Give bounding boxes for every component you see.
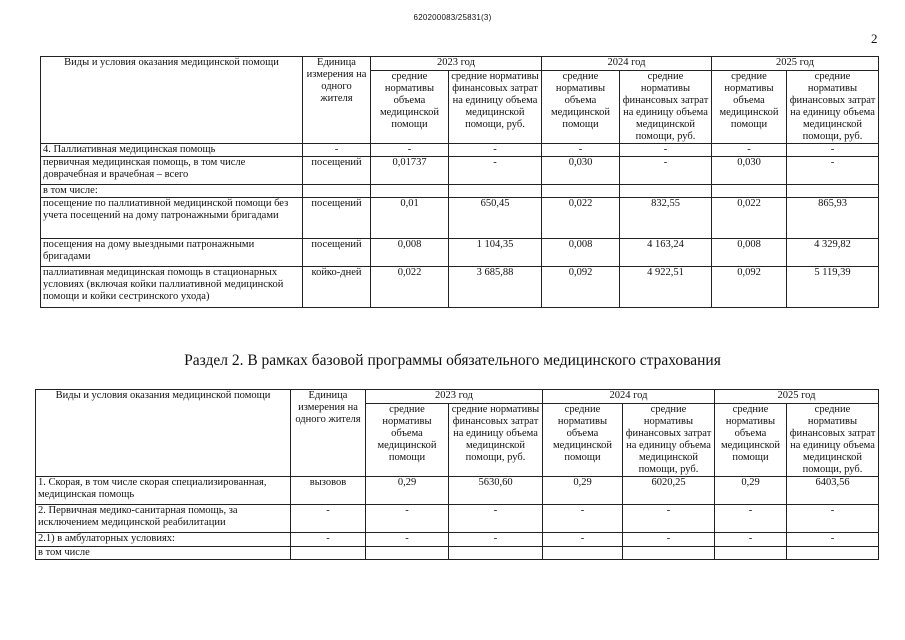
- row-unit: -: [303, 144, 371, 157]
- row-cost-2023: [449, 547, 543, 560]
- row-cost-2025: [787, 547, 879, 560]
- row-cost-2024: 4 922,51: [620, 267, 712, 308]
- row-cost-2023: 5630,60: [449, 477, 543, 505]
- row-volume-2023: [366, 547, 449, 560]
- row-name: паллиативная медицинская помощь в стационарных условиях (включая койки паллиативной медицинской помощи и койки сестринского ухода): [41, 267, 303, 308]
- header-kind: Виды и условия оказания медицинской помощи: [41, 57, 303, 144]
- row-volume-2024: 0,29: [543, 477, 623, 505]
- row-cost-2025: -: [787, 505, 879, 533]
- row-cost-2024: 6020,25: [623, 477, 715, 505]
- row-volume-2023: [371, 185, 449, 198]
- row-unit: [291, 547, 366, 560]
- subheader-volume-2025: средние нормативы объема медицинской помощи: [712, 71, 787, 144]
- row-cost-2023: -: [449, 505, 543, 533]
- row-volume-2024: 0,030: [542, 157, 620, 185]
- table-header-row: [41, 57, 879, 71]
- row-volume-2025: [712, 185, 787, 198]
- row-cost-2024: -: [620, 144, 712, 157]
- row-cost-2024: 4 163,24: [620, 239, 712, 267]
- table-row: [36, 533, 879, 547]
- row-volume-2024: [542, 185, 620, 198]
- header-year-2023: 2023 год: [366, 390, 543, 404]
- row-volume-2025: -: [715, 533, 787, 547]
- row-unit: -: [291, 533, 366, 547]
- row-volume-2025: -: [712, 144, 787, 157]
- row-cost-2025: -: [787, 533, 879, 547]
- row-cost-2023: 3 685,88: [449, 267, 542, 308]
- row-unit: [303, 185, 371, 198]
- row-volume-2025: -: [715, 505, 787, 533]
- subheader-cost-2025: средние нормативы финансовых затрат на единицу объема медицинской помощи, руб.: [787, 404, 879, 477]
- row-unit: посещений: [303, 198, 371, 239]
- subheader-cost-2024: средние нормативы финансовых затрат на единицу объема медицинской помощи, руб.: [620, 71, 712, 144]
- table-row: [36, 505, 879, 533]
- row-name: в том числе: [36, 547, 291, 560]
- row-cost-2024: 832,55: [620, 198, 712, 239]
- page-number: 2: [871, 31, 878, 46]
- row-name: первичная медицинская помощь, в том числе доврачебная и врачебная – всего: [41, 157, 303, 185]
- row-cost-2025: 6403,56: [787, 477, 879, 505]
- row-cost-2025: 4 329,82: [787, 239, 879, 267]
- header-kind: Виды и условия оказания медицинской помощи: [36, 390, 291, 477]
- row-cost-2023: -: [449, 533, 543, 547]
- header-year-2025: 2025 год: [715, 390, 879, 404]
- header-unit: Единица измерения на одного жителя: [303, 57, 371, 144]
- header-year-2024: 2024 год: [542, 57, 712, 71]
- row-volume-2025: 0,29: [715, 477, 787, 505]
- row-volume-2025: [715, 547, 787, 560]
- row-volume-2023: 0,29: [366, 477, 449, 505]
- row-volume-2023: -: [366, 505, 449, 533]
- subheader-cost-2023: средние нормативы финансовых затрат на единицу объема медицинской помощи, руб.: [449, 404, 543, 477]
- row-name: 2.1) в амбулаторных условиях:: [36, 533, 291, 547]
- oms-base-program-table: [35, 389, 879, 560]
- table-row: [41, 157, 879, 185]
- subheader-volume-2023: средние нормативы объема медицинской помощи: [371, 71, 449, 144]
- row-volume-2024: -: [542, 144, 620, 157]
- row-volume-2024: [543, 547, 623, 560]
- row-cost-2025: -: [787, 144, 879, 157]
- row-name: посещение по паллиативной медицинской помощи без учета посещений на дому патронажными бригадами: [41, 198, 303, 239]
- table-row: [41, 267, 879, 308]
- row-cost-2024: -: [623, 505, 715, 533]
- subheader-cost-2023: средние нормативы финансовых затрат на единицу объема медицинской помощи, руб.: [449, 71, 542, 144]
- table-row: [41, 144, 879, 157]
- subheader-volume-2024: средние нормативы объема медицинской помощи: [542, 71, 620, 144]
- row-volume-2023: 0,01737: [371, 157, 449, 185]
- row-cost-2023: [449, 185, 542, 198]
- table-row: [36, 477, 879, 505]
- row-unit: посещений: [303, 239, 371, 267]
- row-volume-2024: -: [543, 533, 623, 547]
- row-cost-2024: [623, 547, 715, 560]
- row-cost-2023: -: [449, 157, 542, 185]
- row-cost-2024: [620, 185, 712, 198]
- row-name: 4. Паллиативная медицинская помощь: [41, 144, 303, 157]
- row-volume-2024: 0,022: [542, 198, 620, 239]
- row-name: в том числе:: [41, 185, 303, 198]
- row-cost-2025: -: [787, 157, 879, 185]
- section-title: Раздел 2. В рамках базовой программы обязательного медицинского страхования: [184, 352, 721, 369]
- row-cost-2023: -: [449, 144, 542, 157]
- row-volume-2023: 0,008: [371, 239, 449, 267]
- subheader-volume-2025: средние нормативы объема медицинской помощи: [715, 404, 787, 477]
- row-name: 2. Первичная медико-санитарная помощь, за исключением медицинской реабилитации: [36, 505, 291, 533]
- row-name: 1. Скорая, в том числе скорая специализированная, медицинская помощь: [36, 477, 291, 505]
- row-volume-2023: -: [366, 533, 449, 547]
- row-cost-2024: -: [623, 533, 715, 547]
- row-unit: посещений: [303, 157, 371, 185]
- row-cost-2025: 865,93: [787, 198, 879, 239]
- row-cost-2024: -: [620, 157, 712, 185]
- row-volume-2025: 0,092: [712, 267, 787, 308]
- row-cost-2025: 5 119,39: [787, 267, 879, 308]
- row-name: посещения на дому выездными патронажными бригадами: [41, 239, 303, 267]
- header-year-2024: 2024 год: [543, 390, 715, 404]
- row-unit: койко-дней: [303, 267, 371, 308]
- header-unit: Единица измерения на одного жителя: [291, 390, 366, 477]
- row-volume-2025: 0,008: [712, 239, 787, 267]
- row-volume-2024: 0,092: [542, 267, 620, 308]
- subheader-cost-2024: средние нормативы финансовых затрат на единицу объема медицинской помощи, руб.: [623, 404, 715, 477]
- row-unit: вызовов: [291, 477, 366, 505]
- header-year-2025: 2025 год: [712, 57, 879, 71]
- row-volume-2023: -: [371, 144, 449, 157]
- table-header-row: [36, 390, 879, 404]
- row-volume-2023: 0,022: [371, 267, 449, 308]
- table-row: [41, 239, 879, 267]
- document-id: 620200083/25831(3): [413, 13, 492, 22]
- table-row: [36, 547, 879, 560]
- header-year-2023: 2023 год: [371, 57, 542, 71]
- subheader-volume-2024: средние нормативы объема медицинской помощи: [543, 404, 623, 477]
- table-row: [41, 198, 879, 239]
- row-volume-2023: 0,01: [371, 198, 449, 239]
- table-row: [41, 185, 879, 198]
- row-cost-2023: 650,45: [449, 198, 542, 239]
- row-cost-2023: 1 104,35: [449, 239, 542, 267]
- row-volume-2025: 0,022: [712, 198, 787, 239]
- subheader-cost-2025: средние нормативы финансовых затрат на единицу объема медицинской помощи, руб.: [787, 71, 879, 144]
- row-volume-2024: -: [543, 505, 623, 533]
- palliative-care-table: [40, 56, 879, 308]
- row-unit: -: [291, 505, 366, 533]
- row-cost-2025: [787, 185, 879, 198]
- row-volume-2025: 0,030: [712, 157, 787, 185]
- row-volume-2024: 0,008: [542, 239, 620, 267]
- subheader-volume-2023: средние нормативы объема медицинской помощи: [366, 404, 449, 477]
